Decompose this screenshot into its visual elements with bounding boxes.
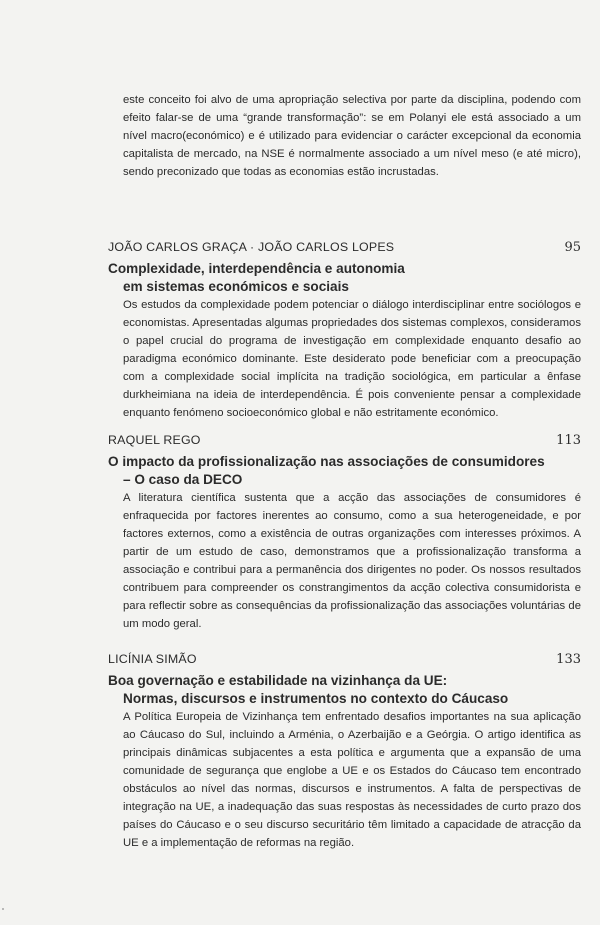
- article-title: Boa governação e estabilidade na vizinhança da UE:: [108, 673, 448, 688]
- article-title: O impacto da profissionalização nas associações de consumidores: [108, 454, 545, 469]
- article-title: Complexidade, interdependência e autonomia: [108, 261, 405, 276]
- margin-speck: [2, 908, 4, 910]
- article-authors: JOÃO CARLOS GRAÇA · JOÃO CARLOS LOPES: [108, 240, 395, 254]
- article-entry: [108, 240, 581, 422]
- article-header: [108, 652, 581, 672]
- article-subtitle: – O caso da DECO: [123, 472, 243, 487]
- article-header: [108, 433, 581, 453]
- article-entry: [108, 433, 581, 633]
- article-subtitle: Normas, discursos e instrumentos no contexto do Cáucaso: [123, 691, 509, 706]
- article-abstract: A Política Europeia de Vizinhança tem enfrentado desafios importantes na sua aplicação ao Cáucaso do Sul, incluindo a Arménia, o Azerbaijão e a Geórgia. O artigo identifica as principais dinâmicas subjacentes a esta política e argumenta que a expansão de uma comunidade de segurança que englobe a UE e os Estados do Cáucaso tem encontrado obstáculos ao nível das normas, discursos e instrumentos. A falta de perspectivas de integração na UE, a inadequação das suas respostas às necessidades de curto prazo dos países do Cáucaso e o seu discurso securitário têm limitado a capacidade de atracção da UE e a implementação de reformas na região.: [123, 711, 581, 849]
- article-abstract: A literatura científica sustenta que a acção das associações de consumidores é enfraquecida por factores inerentes ao consumo, como a sua heterogeneidade, e por factores externos, como a existência de outras organizações com interesses próximos. A partir de um estudo de caso, demonstramos que a profissionalização transforma a associação e contribui para a permanência dos dirigentes no poder. Os nossos resultados contribuem para compreender os constrangimentos da acção colectiva consumidorista e para reflectir sobre as consequências da profissionalização das associações voluntárias de um modo geral.: [123, 492, 581, 630]
- article-page-number: 95: [564, 240, 581, 255]
- article-header: [108, 240, 581, 260]
- article-authors: LICÍNIA SIMÃO: [108, 652, 197, 666]
- article-page-number: 133: [556, 652, 581, 667]
- article-entry: [108, 652, 581, 852]
- article-page-number: 113: [556, 433, 581, 448]
- article-subtitle: em sistemas económicos e sociais: [123, 279, 349, 294]
- article-authors: RAQUEL REGO: [108, 433, 201, 447]
- intro-paragraph: este conceito foi alvo de uma apropriação selectiva por parte da disciplina, podendo com efeito falar-se de uma “grande transformação”: se em Polanyi ele está associado a um nível macro(económico) e é utilizado para evidenciar o carácter excepcional da economia capitalista de mercado, na NSE é normalmente associado a um nível meso (e até micro), sendo preconizado que todas as economias estão incrustadas.: [123, 94, 581, 179]
- article-abstract: Os estudos da complexidade podem potenciar o diálogo interdisciplinar entre sociólogos e economistas. Apresentadas algumas propriedades dos sistemas complexos, consideramos o papel crucial do programa de investigação em complexidade enquanto desafio ao paradigma económico dominante. Este desiderato pode beneficiar com a preocupação com a complexidade social implícita na tradição sociológica, em particular a ênfase durkheimiana na ideia de interdependência. É pois conveniente pensar a complexidade enquanto fenómeno socioeconómico global e não estritamente económico.: [123, 299, 581, 419]
